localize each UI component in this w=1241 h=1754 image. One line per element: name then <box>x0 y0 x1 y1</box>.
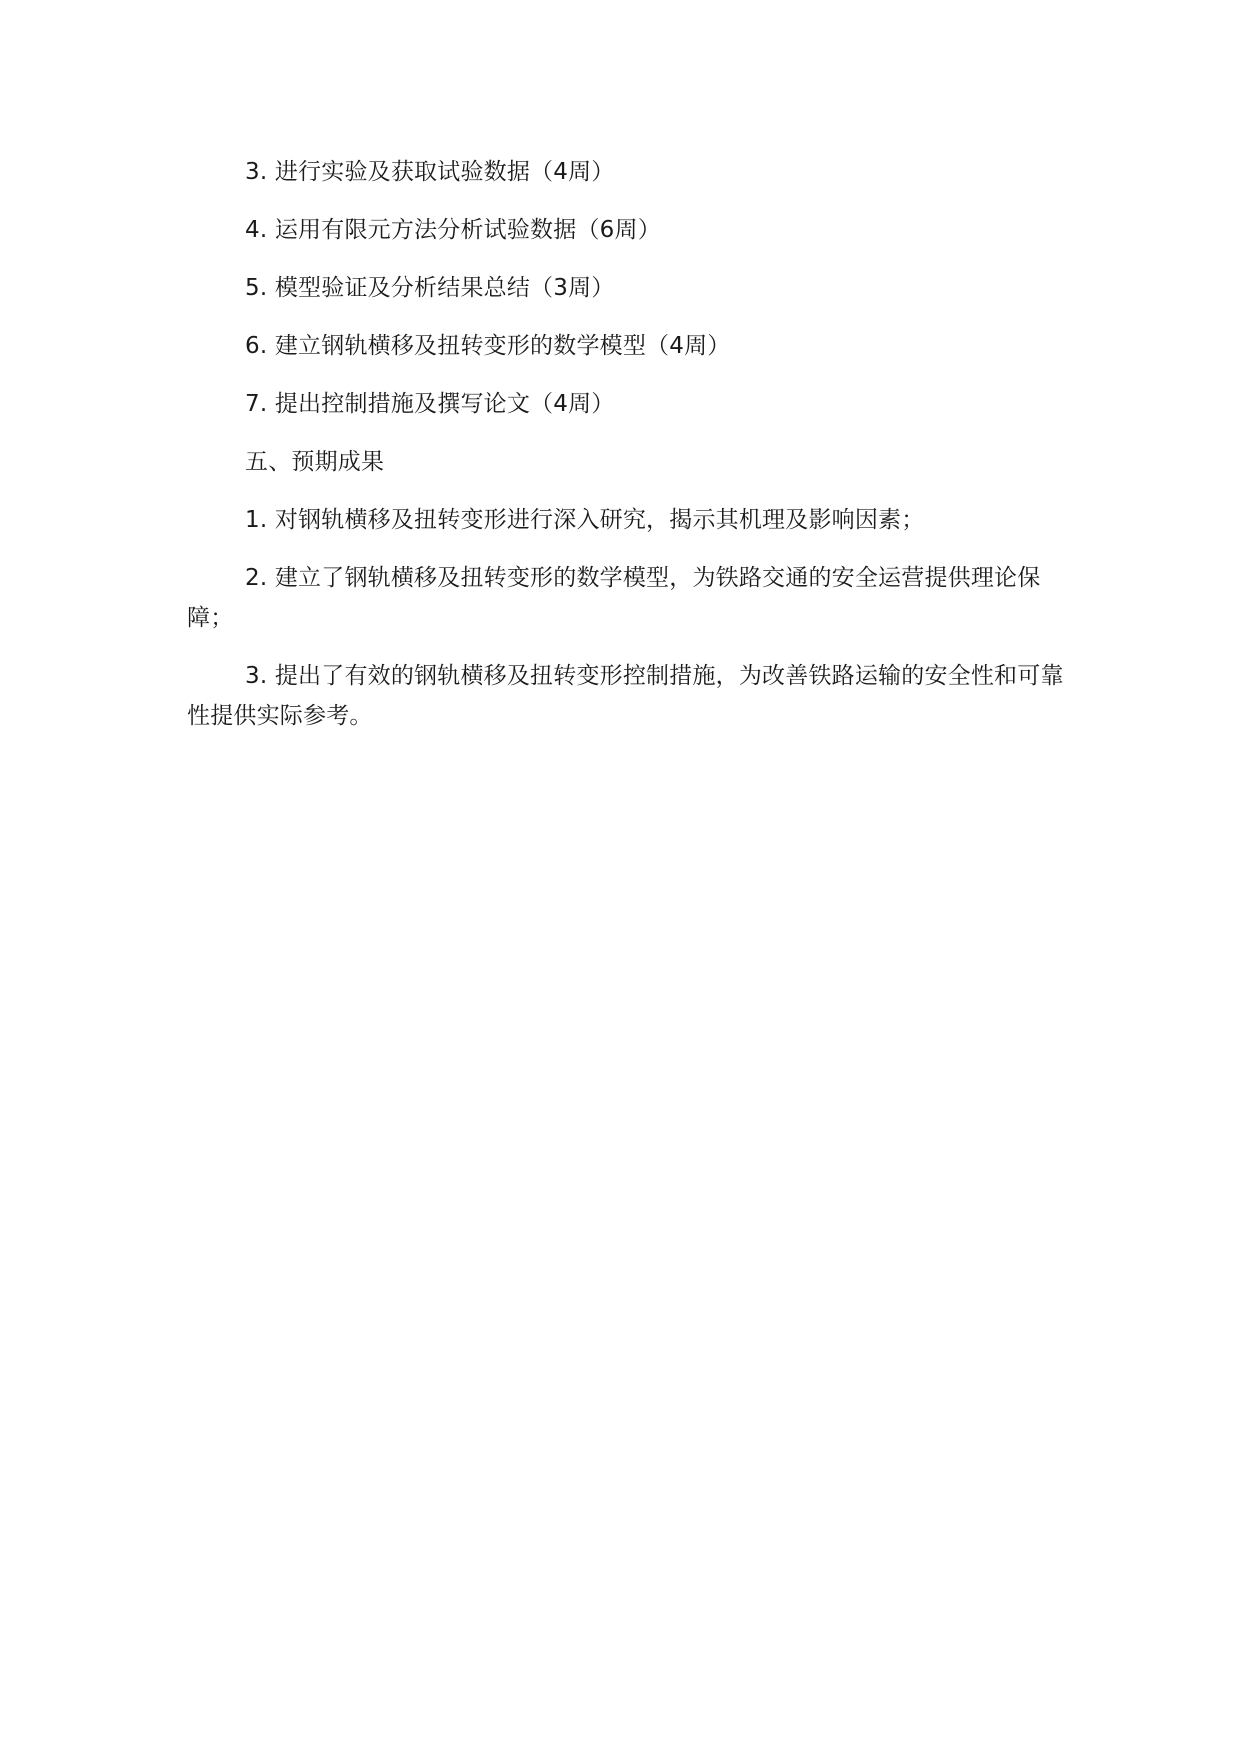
section-heading-expected-results: 五、预期成果 <box>245 449 385 475</box>
plan-item-6: 6. 建立钢轨横移及扭转变形的数学模型（4周） <box>245 333 731 359</box>
plan-item-4: 4. 运用有限元方法分析试验数据（6周） <box>245 217 661 243</box>
outcome-item-1: 1. 对钢轨横移及扭转变形进行深入研究，揭示其机理及影响因素； <box>245 507 925 533</box>
plan-item-5: 5. 模型验证及分析结果总结（3周） <box>245 275 615 301</box>
outcome-item-3: 3. 提出了有效的钢轨横移及扭转变形控制措施，为改善铁路运输的安全性和可靠性提供实际参考。 <box>187 663 1064 729</box>
document-body <box>187 152 1067 736</box>
plan-item-3: 3. 进行实验及获取试验数据（4周） <box>245 159 615 185</box>
outcome-item-2: 2. 建立了钢轨横移及扭转变形的数学模型，为铁路交通的安全运营提供理论保障； <box>187 565 1041 631</box>
plan-item-7: 7. 提出控制措施及撰写论文（4周） <box>245 391 615 417</box>
